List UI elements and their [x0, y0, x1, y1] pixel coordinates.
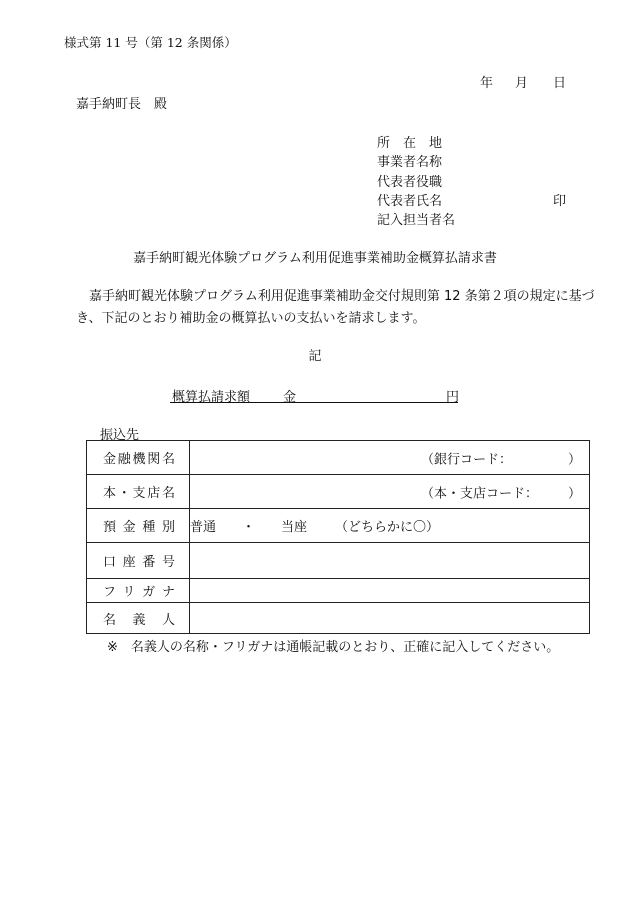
- holder-label-cell: [87, 603, 190, 634]
- furigana-field[interactable]: [190, 579, 590, 603]
- seal-mark: 印: [553, 194, 567, 209]
- bank-name-field[interactable]: [190, 441, 590, 475]
- date-month: 月: [515, 76, 529, 91]
- furigana-label: フリガナ: [103, 585, 175, 600]
- account-number-label: 口座番号: [103, 555, 175, 570]
- date-year: 年: [480, 76, 494, 91]
- account-type-note: （どちらかに〇）: [335, 520, 440, 535]
- account-type-label-cell: [87, 509, 190, 543]
- amount-kin: 金: [283, 390, 297, 405]
- branch-code-close: ）: [567, 486, 581, 501]
- table-row-furigana: [87, 579, 590, 603]
- form-number: 様式第 11 号（第 12 条関係）: [64, 35, 237, 50]
- date-day: 日: [553, 76, 567, 91]
- ki-heading: 記: [308, 349, 322, 364]
- document-title: 嘉手納町観光体験プログラム利用促進事業補助金概算払請求書: [133, 251, 497, 266]
- applicant-rep-name-label: 代表者氏名: [377, 194, 443, 209]
- body-line-2: き、下記のとおり補助金の概算払いの支払いを請求します。: [76, 311, 426, 326]
- table-row-branch: [87, 475, 590, 509]
- applicant-rep-title-label: 代表者役職: [377, 175, 443, 190]
- bank-name-label-cell: [87, 441, 190, 475]
- applicant-contact-label: 記入担当者名: [377, 213, 456, 228]
- account-type-label: 預金種別: [103, 520, 175, 535]
- transfer-label: 振込先: [100, 428, 140, 443]
- table-row-account-number: [87, 543, 590, 579]
- branch-code-open: （本・支店コード：: [421, 486, 539, 501]
- applicant-address-label: 所 在 地: [377, 136, 443, 151]
- account-type-separator: ・: [242, 520, 256, 535]
- account-type-toza[interactable]: 当座: [281, 520, 308, 535]
- holder-field[interactable]: [190, 603, 590, 634]
- table-row-account-type: [87, 509, 590, 543]
- amount-yen: 円: [446, 390, 460, 405]
- addressee: 嘉手納町長 殿: [76, 97, 168, 112]
- branch-name-field[interactable]: [190, 475, 590, 509]
- branch-name-label-cell: [87, 475, 190, 509]
- holder-label: 名義人: [103, 612, 175, 628]
- footnote: ※ 名義人の名称・フリガナは通帳記載のとおり、正確に記入してください。: [107, 640, 560, 655]
- bank-name-label: 金融機関名: [103, 452, 175, 467]
- bank-code-open: （銀行コード：: [421, 452, 513, 467]
- table-row-bank: [87, 441, 590, 475]
- body-text: [76, 286, 595, 330]
- account-number-field[interactable]: [190, 543, 590, 579]
- amount-label: 概算払請求額: [172, 390, 251, 405]
- account-type-field[interactable]: [190, 509, 590, 543]
- account-type-futsu[interactable]: 普通: [190, 520, 217, 535]
- bank-code-close: ）: [567, 452, 581, 467]
- applicant-business-name-label: 事業者名称: [377, 155, 443, 170]
- table-row-holder: [87, 603, 590, 634]
- furigana-label-cell: [87, 579, 190, 603]
- amount-underline: [170, 402, 458, 403]
- bank-transfer-table: [86, 440, 590, 634]
- account-number-label-cell: [87, 543, 190, 579]
- body-line-1: 嘉手納町観光体験プログラム利用促進事業補助金交付規則第 12 条第２項の規定に基づ: [89, 289, 595, 304]
- branch-name-label: 本・支店名: [103, 486, 175, 501]
